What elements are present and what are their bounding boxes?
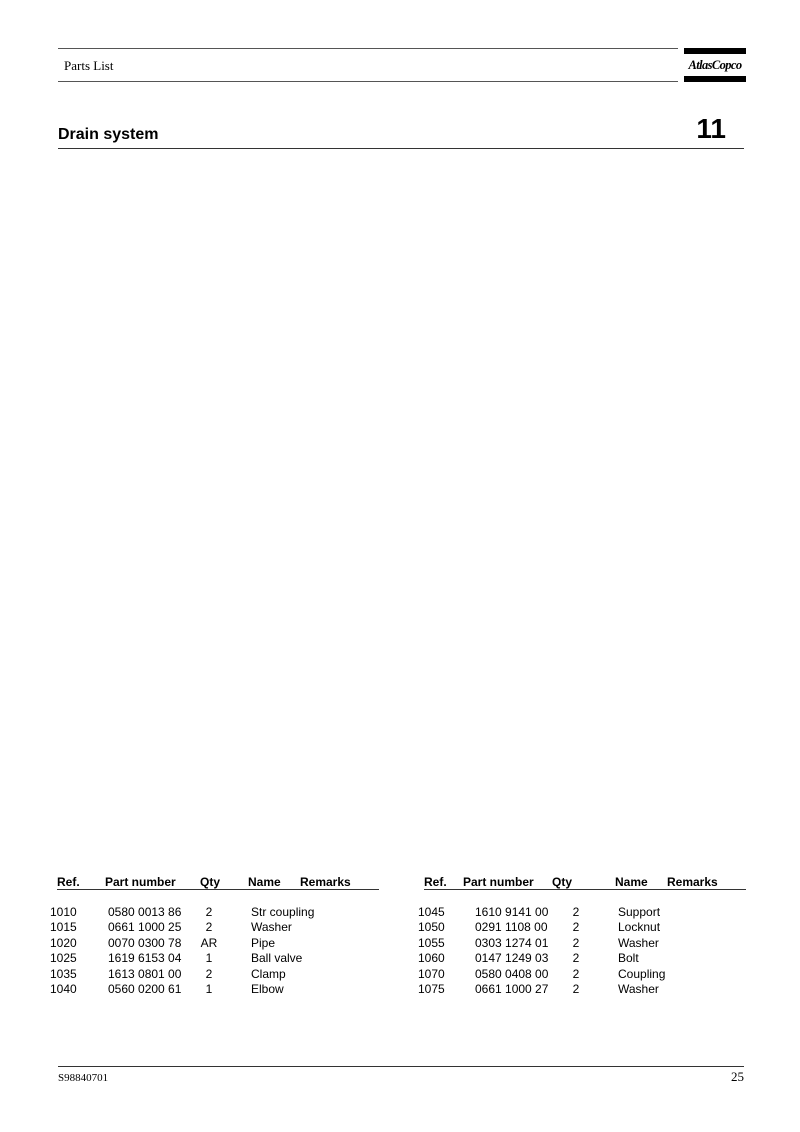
footer-page-number: 25 (731, 1069, 744, 1084)
cell-part-number: 0291 1108 00 (475, 920, 548, 935)
cell-qty: 2 (572, 905, 580, 919)
cell-part-number: 1610 9141 00 (475, 905, 549, 919)
cell-ref: 1070 (418, 966, 445, 981)
cell-name: Washer (618, 981, 659, 996)
cell-ref: 1075 (418, 981, 445, 996)
table-row (0, 905, 760, 920)
cell-qty: 2 (205, 905, 213, 919)
cell-name: Str coupling (251, 905, 315, 919)
cell-name: Washer (251, 920, 292, 935)
cell-qty: 2 (572, 935, 580, 950)
table-row (0, 936, 760, 951)
header-name: Name (615, 875, 648, 889)
cell-qty: AR (200, 935, 218, 950)
atlas-copco-logo (684, 48, 746, 82)
footer-doc-number: S98840701 (58, 1072, 109, 1084)
cell-ref: 1015 (50, 920, 77, 935)
cell-ref: 1055 (418, 935, 445, 950)
header-rule-top (58, 48, 678, 49)
header-qty: Qty (552, 875, 573, 889)
logo-bar-top (684, 48, 746, 54)
cell-part-number: 0661 1000 25 (108, 920, 182, 935)
cell-ref: 1010 (50, 905, 77, 919)
cell-part-number: 1613 0801 00 (108, 966, 182, 981)
parts-list-right (0, 905, 760, 997)
cell-qty: 2 (572, 966, 580, 981)
cell-part-number: 0070 0300 78 (108, 935, 182, 950)
table-row (0, 967, 760, 982)
header-part-number: Part number (105, 875, 176, 889)
cell-name: Locknut (618, 920, 661, 935)
header-rule-left (57, 889, 379, 890)
cell-part-number: 0303 1274 01 (475, 935, 549, 950)
section-title: Drain system (58, 126, 159, 143)
cell-part-number: 0580 0013 86 (108, 905, 182, 919)
header-remarks: Remarks (300, 875, 351, 889)
cell-name: Bolt (618, 951, 639, 966)
header-part-number: Part number (463, 875, 534, 889)
footer-rule (58, 1066, 744, 1067)
cell-name: Coupling (618, 966, 666, 981)
cell-ref: 1035 (50, 966, 77, 981)
header-title: Parts List (64, 58, 114, 73)
cell-qty: 2 (205, 966, 213, 981)
table-row (0, 951, 760, 966)
logo-text: AtlasCopco (688, 58, 742, 72)
cell-ref: 1045 (418, 905, 445, 919)
cell-ref: 1025 (50, 951, 77, 966)
cell-name: Pipe (251, 935, 276, 950)
header-remarks: Remarks (667, 875, 718, 889)
table-row (0, 982, 760, 997)
cell-name: Washer (618, 935, 659, 950)
section-number: 11 (696, 113, 726, 144)
cell-name: Ball valve (251, 951, 303, 966)
cell-qty: 1 (205, 981, 213, 996)
cell-ref: 1060 (418, 951, 445, 966)
cell-part-number: 0147 1249 03 (475, 951, 549, 966)
logo-bar-bottom (684, 76, 746, 82)
cell-qty: 1 (205, 951, 213, 966)
cell-qty: 2 (572, 920, 580, 935)
header-name: Name (248, 875, 281, 889)
cell-name: Support (618, 905, 661, 919)
header-ref: Ref. (424, 875, 447, 889)
cell-ref: 1040 (50, 981, 77, 996)
cell-qty: 2 (572, 951, 580, 966)
cell-name: Clamp (251, 966, 286, 981)
cell-qty: 2 (205, 920, 213, 935)
cell-ref: 1020 (50, 935, 77, 950)
header-qty: Qty (200, 875, 221, 889)
header-rule-right (424, 889, 746, 890)
cell-name: Elbow (251, 981, 284, 996)
cell-ref: 1050 (418, 920, 445, 935)
cell-qty: 2 (572, 981, 580, 996)
cell-part-number: 1619 6153 04 (108, 951, 182, 966)
header-ref: Ref. (57, 875, 80, 889)
section-rule (58, 148, 744, 149)
cell-part-number: 0661 1000 27 (475, 981, 549, 996)
table-row (0, 920, 760, 935)
cell-part-number: 0580 0408 00 (475, 966, 549, 981)
cell-part-number: 0560 0200 61 (108, 981, 182, 996)
header-rule-bottom (58, 81, 678, 82)
